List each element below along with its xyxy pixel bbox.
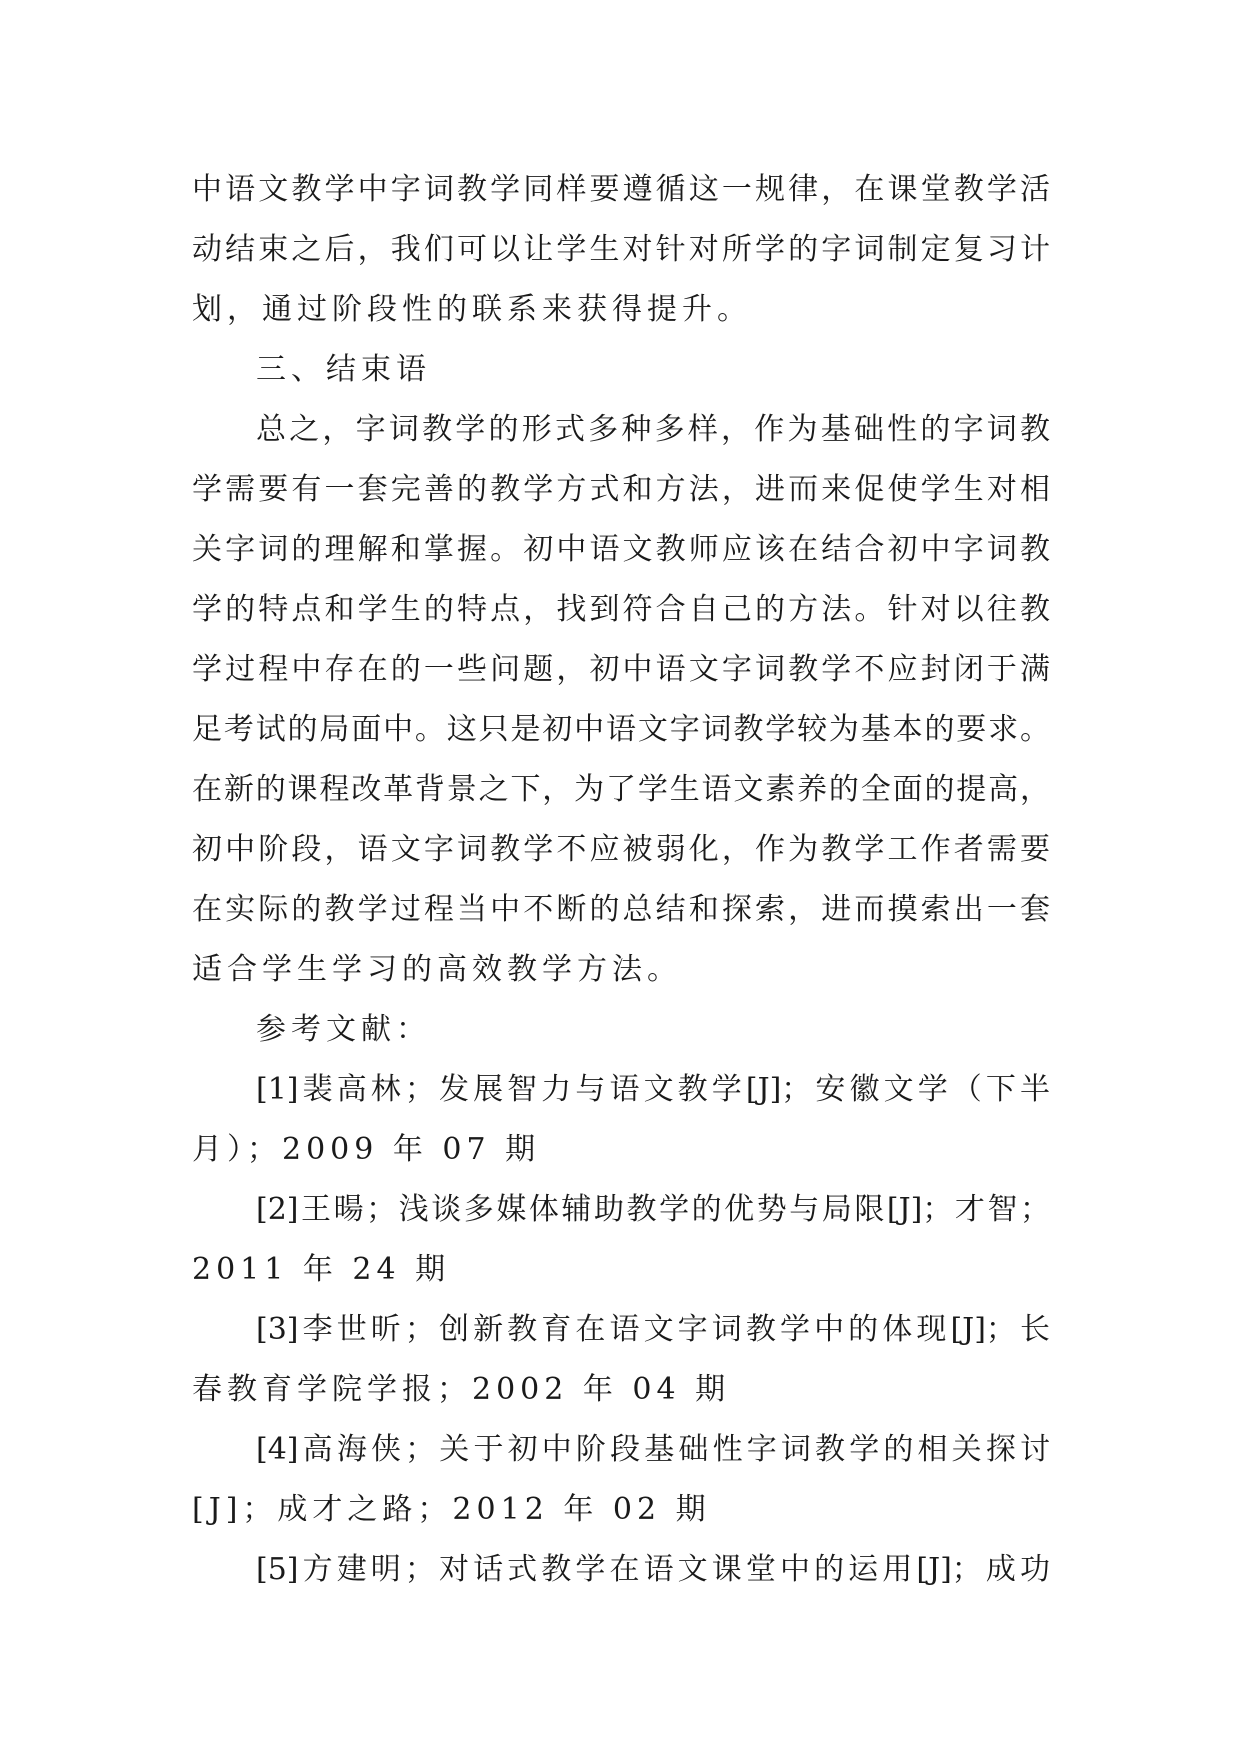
document-body <box>192 160 1050 1600</box>
reference-item: [4]高海侠；关于初中阶段基础性字词教学的相关探讨 <box>256 1432 1050 1467</box>
reference-item: [3]李世昕；创新教育在语文字词教学中的体现[J]；长 <box>256 1312 1050 1347</box>
text-line: 动结束之后，我们可以让学生对针对所学的字词制定复习计 <box>192 232 1050 267</box>
text-line: 学的特点和学生的特点，找到符合自己的方法。针对以往教 <box>192 592 1050 627</box>
text-line: 划，通过阶段性的联系来获得提升。 <box>192 292 752 327</box>
text-line: 学需要有一套完善的教学方式和方法，进而来促使学生对相 <box>192 472 1050 507</box>
text-line: 在新的课程改革背景之下，为了学生语文素养的全面的提高， <box>192 772 1050 807</box>
reference-item: [2]王暘；浅谈多媒体辅助教学的优势与局限[J]；才智； <box>256 1192 1050 1227</box>
text-line: 初中阶段，语文字词教学不应被弱化，作为教学工作者需要 <box>192 832 1050 867</box>
text-line: 中语文教学中字词教学同样要遵循这一规律，在课堂教学活 <box>192 172 1050 207</box>
text-line: 足考试的局面中。这只是初中语文字词教学较为基本的要求。 <box>192 712 1050 747</box>
text-line: 学过程中存在的一些问题，初中语文字词教学不应封闭于满 <box>192 652 1050 687</box>
text-line: 适合学生学习的高效教学方法。 <box>192 952 682 987</box>
reference-continuation: 月）；2009 年 07 期 <box>192 1132 541 1167</box>
text-line: 关字词的理解和掌握。初中语文教师应该在结合初中字词教 <box>192 532 1050 567</box>
reference-item: [5]方建明；对话式教学在语文课堂中的运用[J]；成功 <box>256 1552 1050 1587</box>
reference-continuation: 2011 年 24 期 <box>192 1252 451 1287</box>
reference-continuation: 春教育学院学报；2002 年 04 期 <box>192 1372 731 1407</box>
paragraph-first-line: 总之，字词教学的形式多种多样，作为基础性的字词教 <box>256 412 1050 447</box>
section-heading: 三、结束语 <box>256 352 431 387</box>
reference-continuation: [J]；成才之路；2012 年 02 期 <box>192 1492 711 1527</box>
text-line: 在实际的教学过程当中不断的总结和探索，进而摸索出一套 <box>192 892 1050 927</box>
reference-item: [1]裴高林；发展智力与语文教学[J]；安徽文学（下半 <box>256 1072 1050 1107</box>
references-heading: 参考文献： <box>256 1012 431 1047</box>
